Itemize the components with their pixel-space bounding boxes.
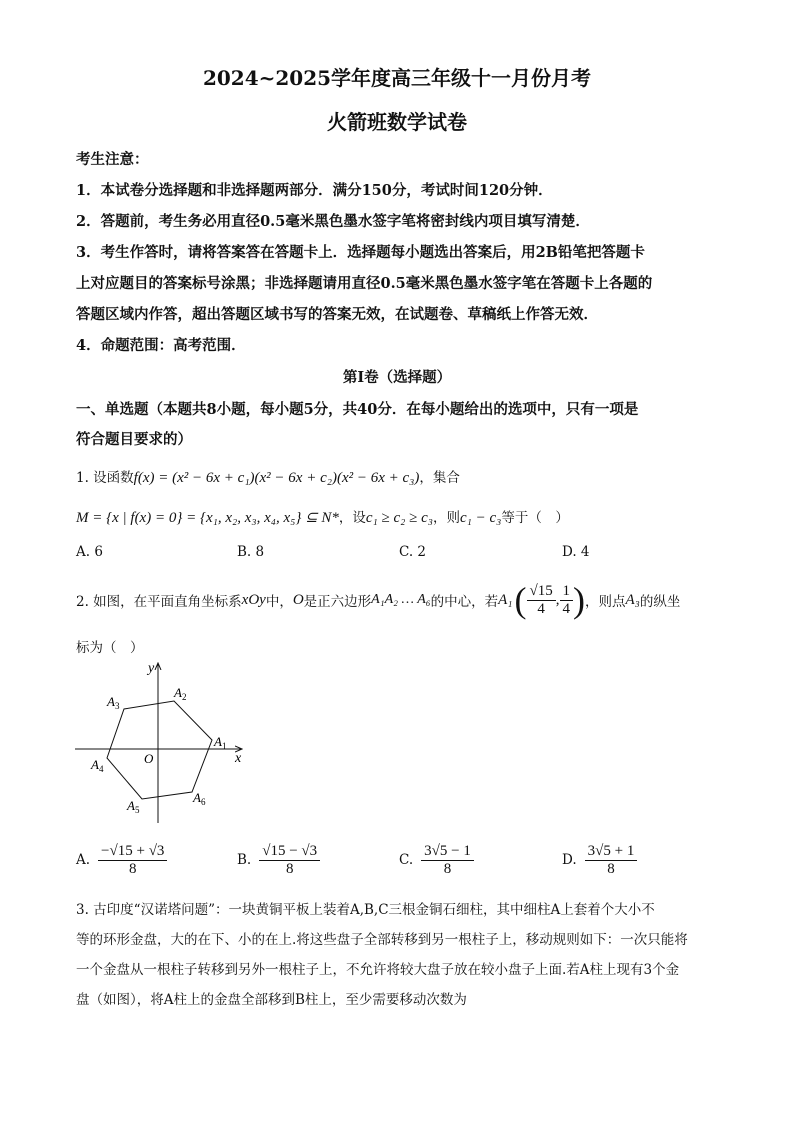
q1-option-a: A. 6 — [76, 544, 103, 560]
vertex-a5-label: $A_5$ — [127, 798, 140, 815]
vertex-a4-label: $A_4$ — [91, 757, 104, 774]
y-axis-label: y — [148, 661, 155, 676]
q2-option-d: D. $\frac{3√5 + 1}{8}$ — [562, 838, 637, 882]
notes-heading: 考生注意： — [76, 151, 149, 168]
section-heading-line2: 符合题目要求的） — [76, 431, 192, 448]
q2-option-c: C. $\frac{3√5 - 1}{8}$ — [399, 838, 474, 882]
page-subtitle: 火箭班数学试卷 — [327, 110, 467, 134]
question-3-line4: 盘（如图），将A柱上的金盘全部移到B柱上，至少需要移动次数为 — [76, 992, 467, 1008]
section-heading-line1: 一、单选题（本题共8小题，每小题5分，共40分．在每小题给出的选项中，只有一项是 — [76, 401, 639, 418]
q1-option-b: B. 8 — [237, 544, 265, 560]
question-2-line2: 标为（ ） — [76, 640, 144, 656]
q2-option-b: B. $\frac{√15 - √3}{8}$ — [237, 838, 320, 882]
note-item: 1．本试卷分选择题和非选择题两部分．满分150分，考试时间120分钟． — [76, 182, 553, 199]
vertex-a2-label: $A_2$ — [174, 685, 187, 702]
question-3-line1: 3. 古印度“汉诺塔问题”：一块黄铜平板上装着A,B,C三根金铜石细柱，其中细柱A上套着个大小不 — [76, 902, 655, 918]
vertex-a3-label: $A_3$ — [107, 694, 120, 711]
question-2-line1: 2. 如图，在平面直角坐标系 xOy 中， O 是正六边形 A₁A₂ … A₆ 的中心，若 A₁ ( $\frac{√15}{4}$ , $\frac{1}{4}$ ) ，则点 A₃ 的纵坐 — [76, 580, 681, 620]
q1-set: M = {x | f(x) = 0} = {x₁, x₂, x₃, x₄, x₅} ⊆ N* — [76, 510, 339, 526]
note-item: 上对应题目的答案标号涂黑；非选择题请用直径0.5毫米黑色墨水签字笔在答题卡上各题的 — [76, 275, 653, 292]
hexagon-shape — [107, 701, 212, 799]
note-item: 答题区域内作答，超出答题区域书写的答案无效，在试题卷、草稿纸上作答无效． — [76, 306, 598, 323]
q2-coord-y: $\frac{1}{4}$ — [560, 583, 574, 618]
origin-label: O — [144, 751, 154, 766]
hexagon-figure — [70, 655, 260, 830]
q2-coord-x: $\frac{√15}{4}$ — [527, 583, 556, 618]
q2-option-a: A. $\frac{-√15 + √3}{8}$ — [76, 838, 167, 882]
question-1-line2: M = {x | f(x) = 0} = {x₁, x₂, x₃, x₄, x₅} ⊆ N*，设c₁ ≥ c₂ ≥ c₃，则c₁ − c₃等于（ ） — [76, 510, 569, 526]
q1-function: f(x) = (x² − 6x + c₁)(x² − 6x + c₂)(x² − 6x + c₃) — [133, 470, 420, 486]
part-title: 第Ⅰ卷（选择题） — [342, 369, 452, 386]
x-axis-label: x — [235, 751, 242, 766]
q1-option-c: C. 2 — [399, 544, 427, 560]
question-3-line3: 一个金盘从一根柱子转移到另外一根柱子上，不允许将较大盘子放在较小盘子上面.若A柱上现有3个金 — [76, 962, 680, 978]
vertex-a6-label: $A_6$ — [193, 790, 206, 807]
question-3-line2: 等的环形金盘，大的在下、小的在上.将这些盘子全部转移到另一根柱子上，移动规则如下：一次只能将 — [76, 932, 688, 948]
note-item: 2．答题前，考生务必用直径0.5毫米黑色墨水签字笔将密封线内项目填写清楚． — [76, 213, 590, 230]
page-title: 2024~2025学年度高三年级十一月份月考 — [202, 66, 592, 90]
question-1-line1: 1. 设函数f(x) = (x² − 6x + c₁)(x² − 6x + c₂)(x² − 6x + c₃)，集合 — [76, 470, 460, 486]
q1-option-d: D. 4 — [562, 544, 590, 560]
note-item: 4．命题范围：高考范围． — [76, 337, 246, 354]
vertex-a1-label: $A_1$ — [214, 734, 227, 751]
note-item: 3．考生作答时，请将答案答在答题卡上．选择题每小题选出答案后，用2B铅笔把答题卡 — [76, 244, 645, 261]
